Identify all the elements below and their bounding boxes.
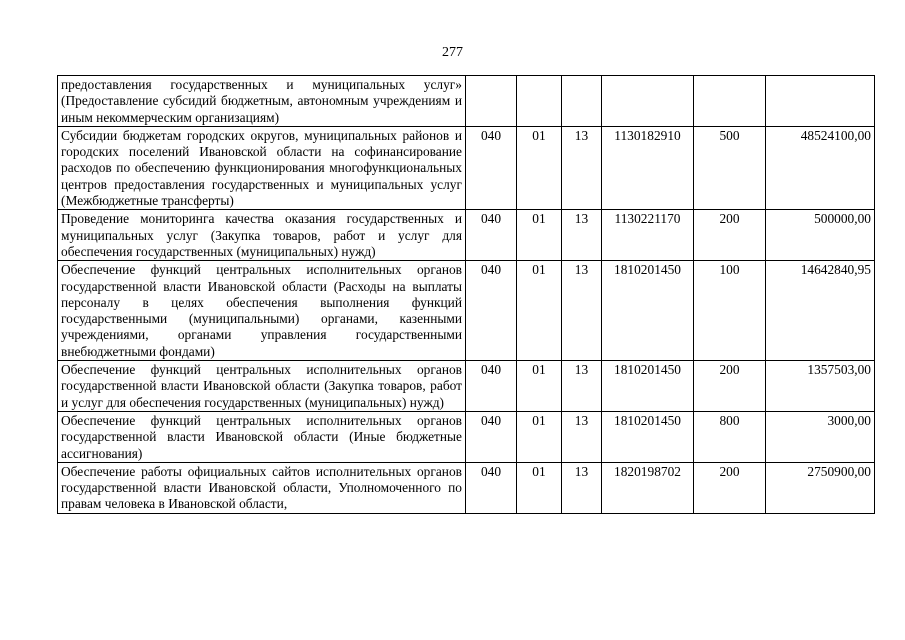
amount: 2750900,00 (766, 462, 875, 513)
table-row (58, 411, 875, 462)
ministry-code: 040 (466, 126, 517, 209)
subsection-code (562, 76, 602, 127)
row-description: предоставления государственных и муниципальных услуг» (Предоставление субсидий бюджетным, автономным учреждениям и иным некоммерческим организациям) (58, 76, 466, 127)
subsection-code: 13 (562, 261, 602, 361)
table-row (58, 361, 875, 412)
expense-type-code: 100 (694, 261, 766, 361)
target-article-code: 1810201450 (602, 411, 694, 462)
target-article-code: 1810201450 (602, 361, 694, 412)
page-number: 277 (442, 45, 463, 60)
ministry-code: 040 (466, 462, 517, 513)
table-row (58, 261, 875, 361)
subsection-code: 13 (562, 411, 602, 462)
target-article-code: 1130221170 (602, 210, 694, 261)
subsection-code: 13 (562, 462, 602, 513)
ministry-code: 040 (466, 411, 517, 462)
row-description: Обеспечение функций центральных исполнительных органов государственной власти Ивановской области (Закупка товаров, работ и услуг для обеспечения государственных (муниципальных) нужд) (58, 361, 466, 412)
row-description: Проведение мониторинга качества оказания государственных и муниципальных услуг (Закупка товаров, работ и услуг для обеспечения государственных (муниципальных) нужд) (58, 210, 466, 261)
row-description: Обеспечение функций центральных исполнительных органов государственной власти Ивановской области (Расходы на выплаты персоналу в целях обеспечения выполнения функций государственными (муниципальными) органами, казенными учреждениями, органами управления государственными внебюджетными фондами) (58, 261, 466, 361)
section-code: 01 (517, 126, 562, 209)
subsection-code: 13 (562, 126, 602, 209)
expense-type-code: 200 (694, 210, 766, 261)
row-description: Обеспечение работы официальных сайтов исполнительных органов государственной власти Ивановской области, Уполномоченного по правам человека в Ивановской области, (58, 462, 466, 513)
subsection-code: 13 (562, 361, 602, 412)
amount: 3000,00 (766, 411, 875, 462)
row-description: Обеспечение функций центральных исполнительных органов государственной власти Ивановской области (Иные бюджетные ассигнования) (58, 411, 466, 462)
section-code: 01 (517, 411, 562, 462)
section-code (517, 76, 562, 127)
table-row (58, 76, 875, 127)
expense-type-code (694, 76, 766, 127)
expense-type-code: 200 (694, 462, 766, 513)
budget-table (57, 75, 875, 514)
ministry-code: 040 (466, 261, 517, 361)
section-code: 01 (517, 210, 562, 261)
section-code: 01 (517, 261, 562, 361)
ministry-code: 040 (466, 361, 517, 412)
subsection-code: 13 (562, 210, 602, 261)
amount (766, 76, 875, 127)
section-code: 01 (517, 361, 562, 412)
target-article-code (602, 76, 694, 127)
table-row (58, 126, 875, 209)
table-row (58, 462, 875, 513)
expense-type-code: 200 (694, 361, 766, 412)
amount: 48524100,00 (766, 126, 875, 209)
table-row (58, 210, 875, 261)
ministry-code: 040 (466, 210, 517, 261)
expense-type-code: 800 (694, 411, 766, 462)
ministry-code (466, 76, 517, 127)
row-description: Субсидии бюджетам городских округов, муниципальных районов и городских поселений Ивановской области на софинансирование расходов по обеспечению функционирования многофункциональных центров предоставления государственных и муниципальных услуг (Межбюджетные трансферты) (58, 126, 466, 209)
target-article-code: 1820198702 (602, 462, 694, 513)
amount: 1357503,00 (766, 361, 875, 412)
target-article-code: 1810201450 (602, 261, 694, 361)
expense-type-code: 500 (694, 126, 766, 209)
section-code: 01 (517, 462, 562, 513)
amount: 500000,00 (766, 210, 875, 261)
amount: 14642840,95 (766, 261, 875, 361)
target-article-code: 1130182910 (602, 126, 694, 209)
